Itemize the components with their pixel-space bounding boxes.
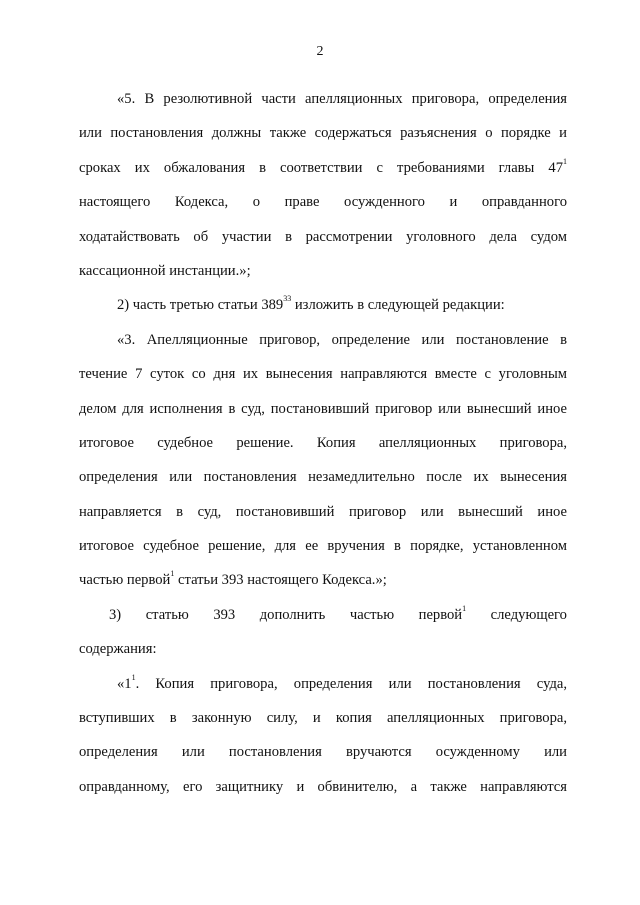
text-fragment: следующего — [490, 606, 567, 623]
superscript: 1 — [462, 603, 467, 613]
text-line: оправданному, его защитнику и обвинителю, а также направляются — [79, 778, 567, 795]
text-line — [79, 598, 567, 632]
text-line — [79, 563, 567, 597]
text-line: вступивших в законную силу, и копия апелляционных приговора, — [79, 710, 567, 727]
paragraph-item-2 — [79, 288, 567, 322]
paragraph-item-3 — [79, 598, 567, 667]
text-fragment: статьи 393 настоящего Кодекса.»; — [178, 572, 387, 589]
paragraph-3-appeal-judgments — [79, 323, 567, 598]
text-fragment: «1 — [117, 675, 132, 692]
text-line: определения или постановления вручаются осужденному или — [79, 744, 567, 761]
text-line: или постановления должны также содержаться разъяснения о порядке и — [79, 125, 567, 142]
text-fragment: 3) статью 393 дополнить частью первой — [109, 606, 463, 623]
text-line — [79, 288, 567, 322]
text-fragment: изложить в следующей редакции: — [294, 297, 505, 314]
text-fragment: сроках их обжалования в соответствии с требованиями главы 47 — [79, 159, 563, 176]
paragraph-5-operative-part — [79, 82, 567, 288]
text-fragment: . Копия приговора, определения или постановления суда, — [135, 675, 567, 692]
document-body — [79, 82, 567, 804]
text-line: направляется в суд, постановивший приговор или вынесший иное — [79, 503, 567, 520]
text-line: содержания: — [79, 641, 157, 658]
text-fragment: 2) часть третью статьи 389 — [117, 297, 284, 314]
text-line: определения или постановления незамедлительно после их вынесения — [79, 469, 567, 486]
text-line: делом для исполнения в суд, постановивший приговор или вынесший иное — [79, 400, 567, 417]
page-number: 2 — [316, 44, 324, 59]
text-line — [79, 151, 567, 185]
text-line: «3. Апелляционные приговор, определение или постановление в — [117, 331, 567, 348]
text-line: «5. В резолютивной части апелляционных приговора, определения — [117, 91, 567, 107]
text-line: итоговое судебное решение. Копия апелляционных приговора, — [79, 434, 567, 451]
text-line: течение 7 суток со дня их вынесения направляются вместе с уголовным — [79, 366, 567, 383]
superscript: 33 — [283, 294, 292, 304]
text-line: ходатайствовать об участии в рассмотрении уголовного дела судом — [79, 228, 567, 245]
text-line: кассационной инстанции.»; — [79, 262, 251, 279]
text-fragment: частью первой — [79, 572, 171, 589]
text-line: настоящего Кодекса, о праве осужденного и оправданного — [79, 194, 567, 211]
paragraph-1-1-copies — [79, 667, 567, 805]
superscript: 1 — [170, 569, 175, 579]
text-line — [79, 667, 567, 701]
text-line: итоговое судебное решение, для ее вручения в порядке, установленном — [79, 538, 567, 555]
superscript: 1 — [131, 672, 136, 682]
superscript: 1 — [563, 156, 567, 166]
